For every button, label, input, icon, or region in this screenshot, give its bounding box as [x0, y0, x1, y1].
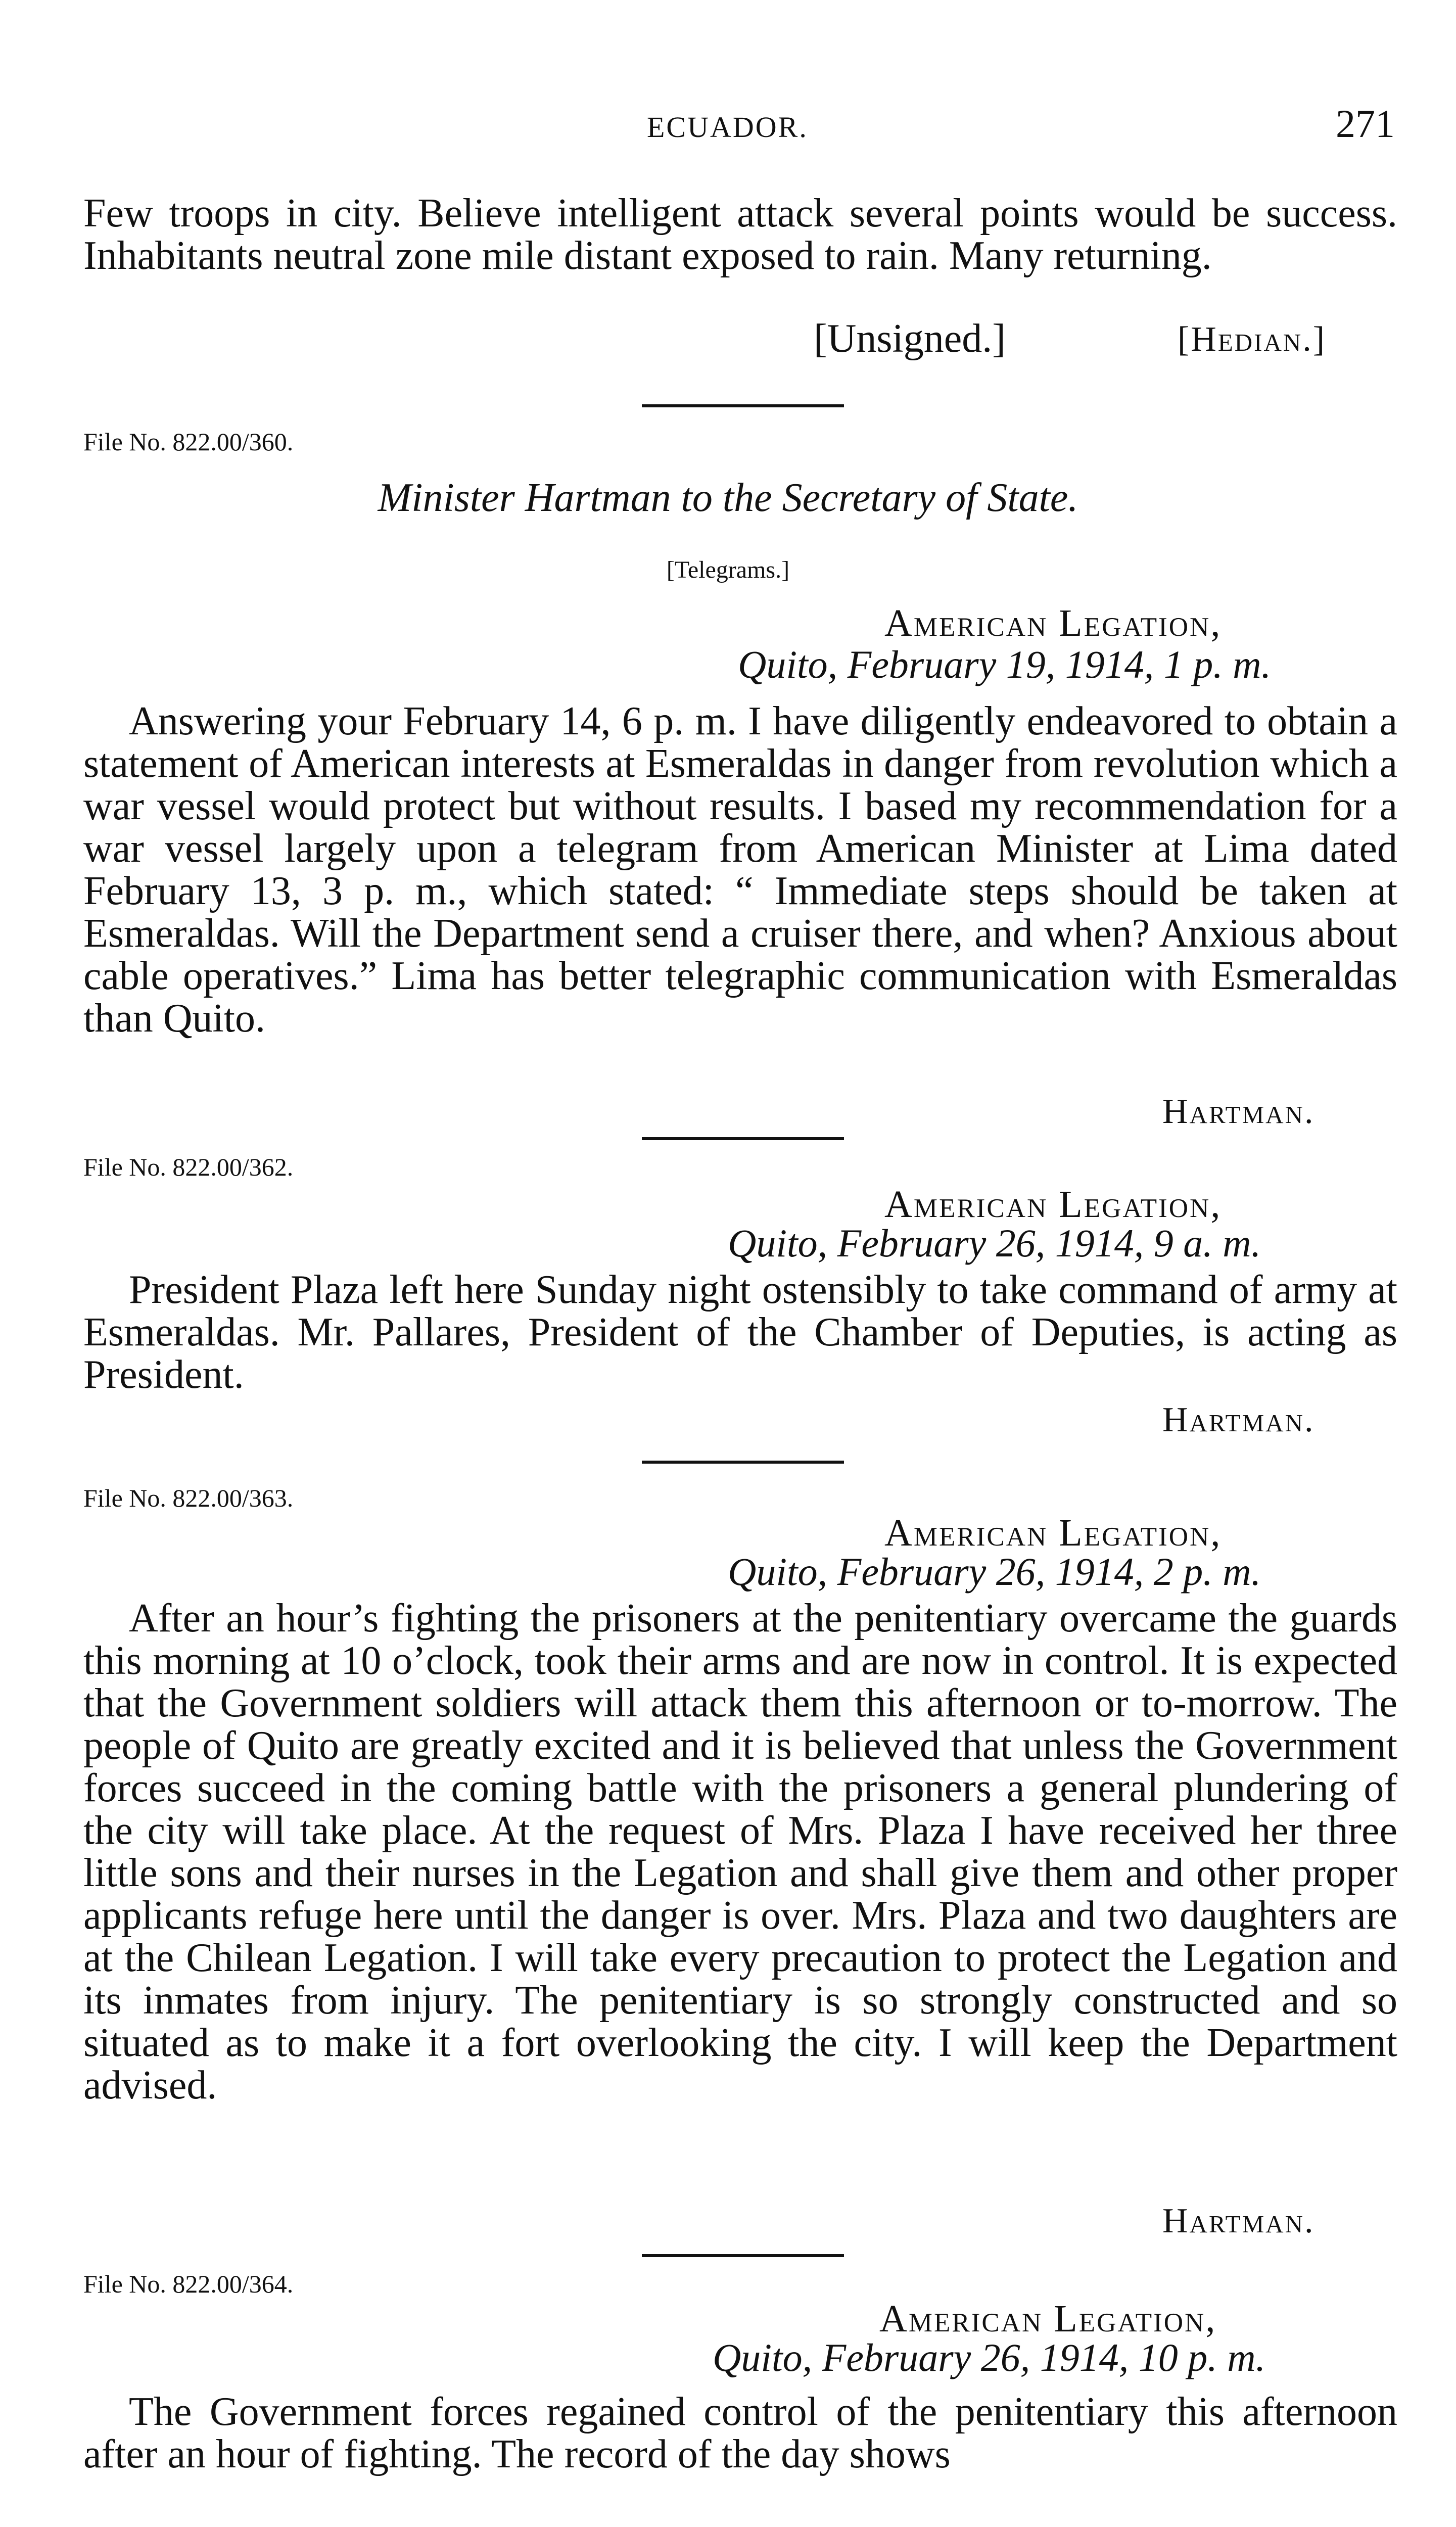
file-number: File No. 822.00/360. — [83, 428, 294, 456]
telegram-body: After an hour’s fighting the prisoners at the penitentiary overcame the guards this morning at 10 o’clock, took their arms and are now in control. It is expected that the Government soldiers will attack them this afternoon or to-morrow. The people of Quito are greatly excited and it is believed that unless the Government forces succeed in the coming battle with the prisoners a general plundering of the city will take place. At the request of Mrs. Plaza I have received her three little sons and their nurses in the Legation and shall give them and other proper applicants refuge here until the danger is over. Mrs. Plaza and two daughters are at the Chilean Legation. I will take every precaution to protect the Legation and its inmates from injury. The penitentiary is so strongly constructed and so situated as to make it a fort overlooking the city. I will keep the Department advised. — [83, 1596, 1397, 2108]
running-header — [81, 101, 1395, 157]
signature: Hartman. — [1162, 1092, 1315, 1131]
legation-line: American Legation, — [879, 2298, 1217, 2340]
telegram-body: President Plaza left here Sunday night ostensibly to take command of army at Esmeraldas. Mr. Pallares, President of the Chamber of Deputies, is acting as President. — [83, 1268, 1397, 1397]
section-divider — [642, 1461, 844, 1464]
telegram-body: The Government forces regained control of the penitentiary this afternoon after an hour of fighting. The record of the day shows — [83, 2390, 1397, 2476]
page-number: 271 — [1336, 102, 1395, 146]
section-divider — [642, 1137, 844, 1140]
legation-line: American Legation, — [884, 1512, 1222, 1554]
section-divider — [642, 2254, 844, 2257]
legation-line: American Legation, — [884, 1183, 1222, 1226]
running-title: ECUADOR. — [647, 111, 808, 144]
legation-line: American Legation, — [884, 602, 1222, 644]
file-number: File No. 822.00/364. — [83, 2270, 294, 2298]
telegram-body: Answering your February 14, 6 p. m. I have diligently endeavored to obtain a statement of American interests at Esmeraldas in danger from revolution which a war vessel would protect but without results. I based my recommendation for a war vessel largely upon a telegram from American Minister at Lima dated February 13, 3 p. m., which stated: “ Immediate steps should be taken at Esmeraldas. Will the Department send a cruiser there, and when? Anxious about cable operatives.” Lima has better telegraphic communication with Esmeraldas than Quito. — [83, 699, 1397, 1041]
top-signature: [Hedian.] — [1178, 320, 1327, 359]
telegrams-note: [Telegrams.] — [666, 556, 790, 583]
document-heading: Minister Hartman to the Secretary of State. — [378, 476, 1078, 520]
signature: Hartman. — [1162, 1400, 1315, 1439]
section-divider — [642, 404, 844, 407]
dateline: Quito, February 26, 1914, 2 p. m. — [728, 1550, 1261, 1594]
dateline: Quito, February 26, 1914, 10 p. m. — [713, 2335, 1266, 2379]
unsigned-note: [Unsigned.] — [814, 316, 1006, 361]
signature: Hartman. — [1162, 2202, 1315, 2240]
file-number: File No. 822.00/363. — [83, 1484, 294, 1512]
dateline: Quito, February 19, 1914, 1 p. m. — [738, 642, 1272, 686]
continuation-paragraph: Few troops in city. Believe intelligent attack several points would be success. Inhabitants neutral zone mile distant exposed to rain. Many returning. — [83, 191, 1397, 278]
dateline: Quito, February 26, 1914, 9 a. m. — [728, 1221, 1261, 1265]
file-number: File No. 822.00/362. — [83, 1153, 294, 1181]
